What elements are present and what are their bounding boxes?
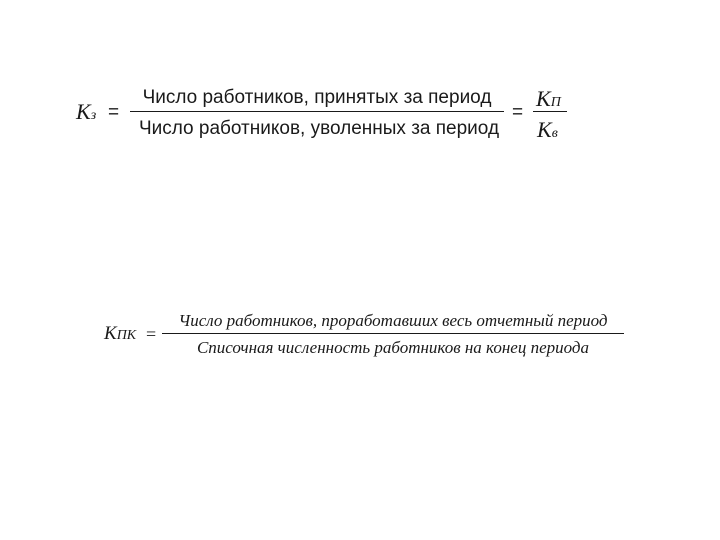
- equals-sign-3: =: [146, 324, 157, 344]
- lhs-subscript: з: [90, 108, 97, 123]
- numerator-2: Число работников, проработавших весь отчетный период: [178, 311, 608, 330]
- rhs-denominator-subscript: в: [551, 126, 558, 141]
- rhs-fraction-bar: [533, 111, 567, 112]
- lhs-subscript-2: ПК: [116, 328, 137, 343]
- lhs-symbol-2: KПК: [104, 323, 137, 344]
- rhs-numerator-subscript: П: [550, 95, 561, 110]
- rhs-denominator-symbol: Kв: [537, 117, 558, 142]
- equals-sign-2: =: [512, 102, 524, 123]
- equals-sign-1: =: [108, 102, 120, 123]
- fraction-bar-2: [162, 333, 624, 334]
- lhs-symbol: Kз: [76, 99, 97, 124]
- rhs-numerator-symbol: KП: [536, 86, 561, 111]
- numerator: Число работников, принятых за период: [142, 87, 492, 108]
- denominator-2: Списочная численность работников на конец периода: [196, 338, 590, 357]
- denominator: Число работников, уволенных за период: [138, 118, 500, 139]
- fraction-bar: [130, 111, 504, 112]
